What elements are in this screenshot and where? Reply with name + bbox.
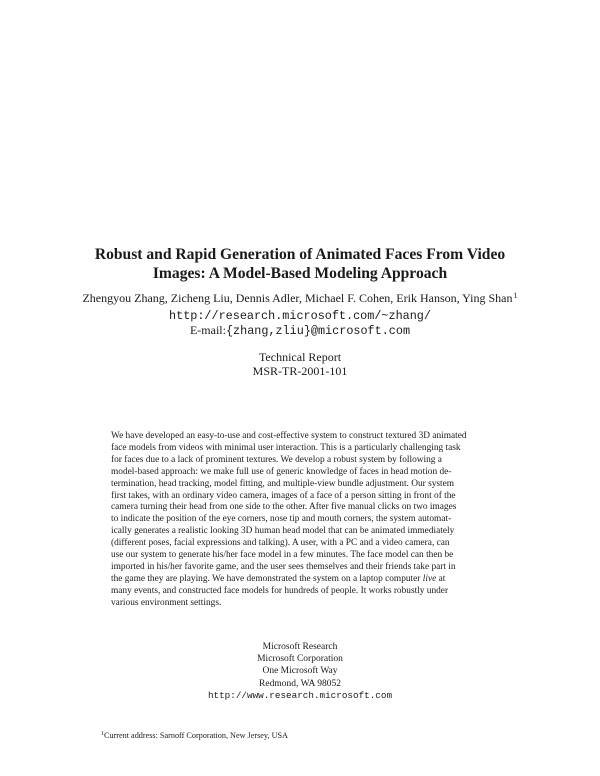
abstract-line: (different poses, facial expressions and talking). A user, with a PC and a video camera, can (111, 538, 450, 549)
abstract-line: model-based approach: we make full use of generic knowledge of faces in head motion de- (111, 466, 452, 477)
address-street: One Microsoft Way (262, 666, 338, 677)
abstract-line: termination, head tracking, model fitting, and multiple-view bundle adjustment. Our system (111, 478, 455, 489)
email-address[interactable]: {zhang,zliu}@microsoft.com (225, 324, 411, 338)
abstract-line: imported in his/her favorite game, and the user sees themselves and their friends take part in (111, 561, 456, 572)
abstract-line: many events, and constructed face models for hundreds of people. It works robustly under (111, 585, 449, 596)
report-info (0, 350, 600, 378)
report-number: MSR-TR-2001-101 (252, 364, 348, 378)
abstract-italic-live: live (422, 573, 437, 584)
footnote-text: Current address: Sarnoff Corporation, New Jersey, USA (104, 731, 288, 740)
abstract-line-tail: at (436, 573, 446, 584)
abstract (111, 431, 489, 610)
abstract-line: various environment settings. (111, 597, 222, 608)
title-line-2: Images: A Model-Based Modeling Approach (152, 265, 448, 282)
abstract-line: ically generates a realistic looking 3D human head model that can be animated immediately (111, 526, 455, 537)
authors-text: Zhengyou Zhang, Zicheng Liu, Dennis Adler, Michael F. Cohen, Erik Hanson, Ying Shan (82, 291, 513, 305)
author-footnote-mark: 1 (513, 291, 518, 300)
address-corp: Microsoft Corporation (257, 654, 343, 665)
abstract-line: camera turning their head from one side to the other. After five manual clicks on two images (111, 502, 457, 513)
report-type: Technical Report (258, 350, 342, 364)
author-list (0, 289, 600, 305)
abstract-line: face models from videos with minimal user interaction. This is a particularly challenging task (111, 442, 461, 453)
address-url[interactable]: http://www.research.microsoft.com (207, 689, 393, 701)
abstract-line-text: the game they are playing. We have demonstrated the system on a laptop computer (111, 573, 421, 584)
footnote-mark: 1 (101, 731, 104, 737)
institution-address (0, 641, 600, 702)
abstract-line-live (111, 574, 489, 586)
footnote (101, 729, 288, 741)
abstract-line: for faces due to a lack of prominent textures. We develop a robust system by following a (111, 454, 442, 465)
email-line (0, 323, 600, 338)
abstract-line: use our system to generate his/her face model in a few minutes. The face model can then be (111, 550, 454, 561)
email-label: E-mail: (189, 323, 226, 337)
paper-title (0, 245, 600, 283)
title-line-1: Robust and Rapid Generation of Animated Faces From Video (94, 246, 506, 263)
abstract-line: We have developed an easy-to-use and cost-effective system to construct textured 3D animated (111, 431, 467, 441)
address-city: Redmond, WA 98052 (259, 678, 341, 689)
address-org: Microsoft Research (262, 642, 338, 652)
abstract-line: first takes, with an ordinary video camera, images of a face of a person sitting in front of the (111, 490, 456, 501)
abstract-line: to indicate the position of the eye corners, nose tip and mouth corners, the system automat- (111, 514, 452, 525)
homepage-link[interactable]: http://research.microsoft.com/~zhang/ (169, 309, 431, 323)
